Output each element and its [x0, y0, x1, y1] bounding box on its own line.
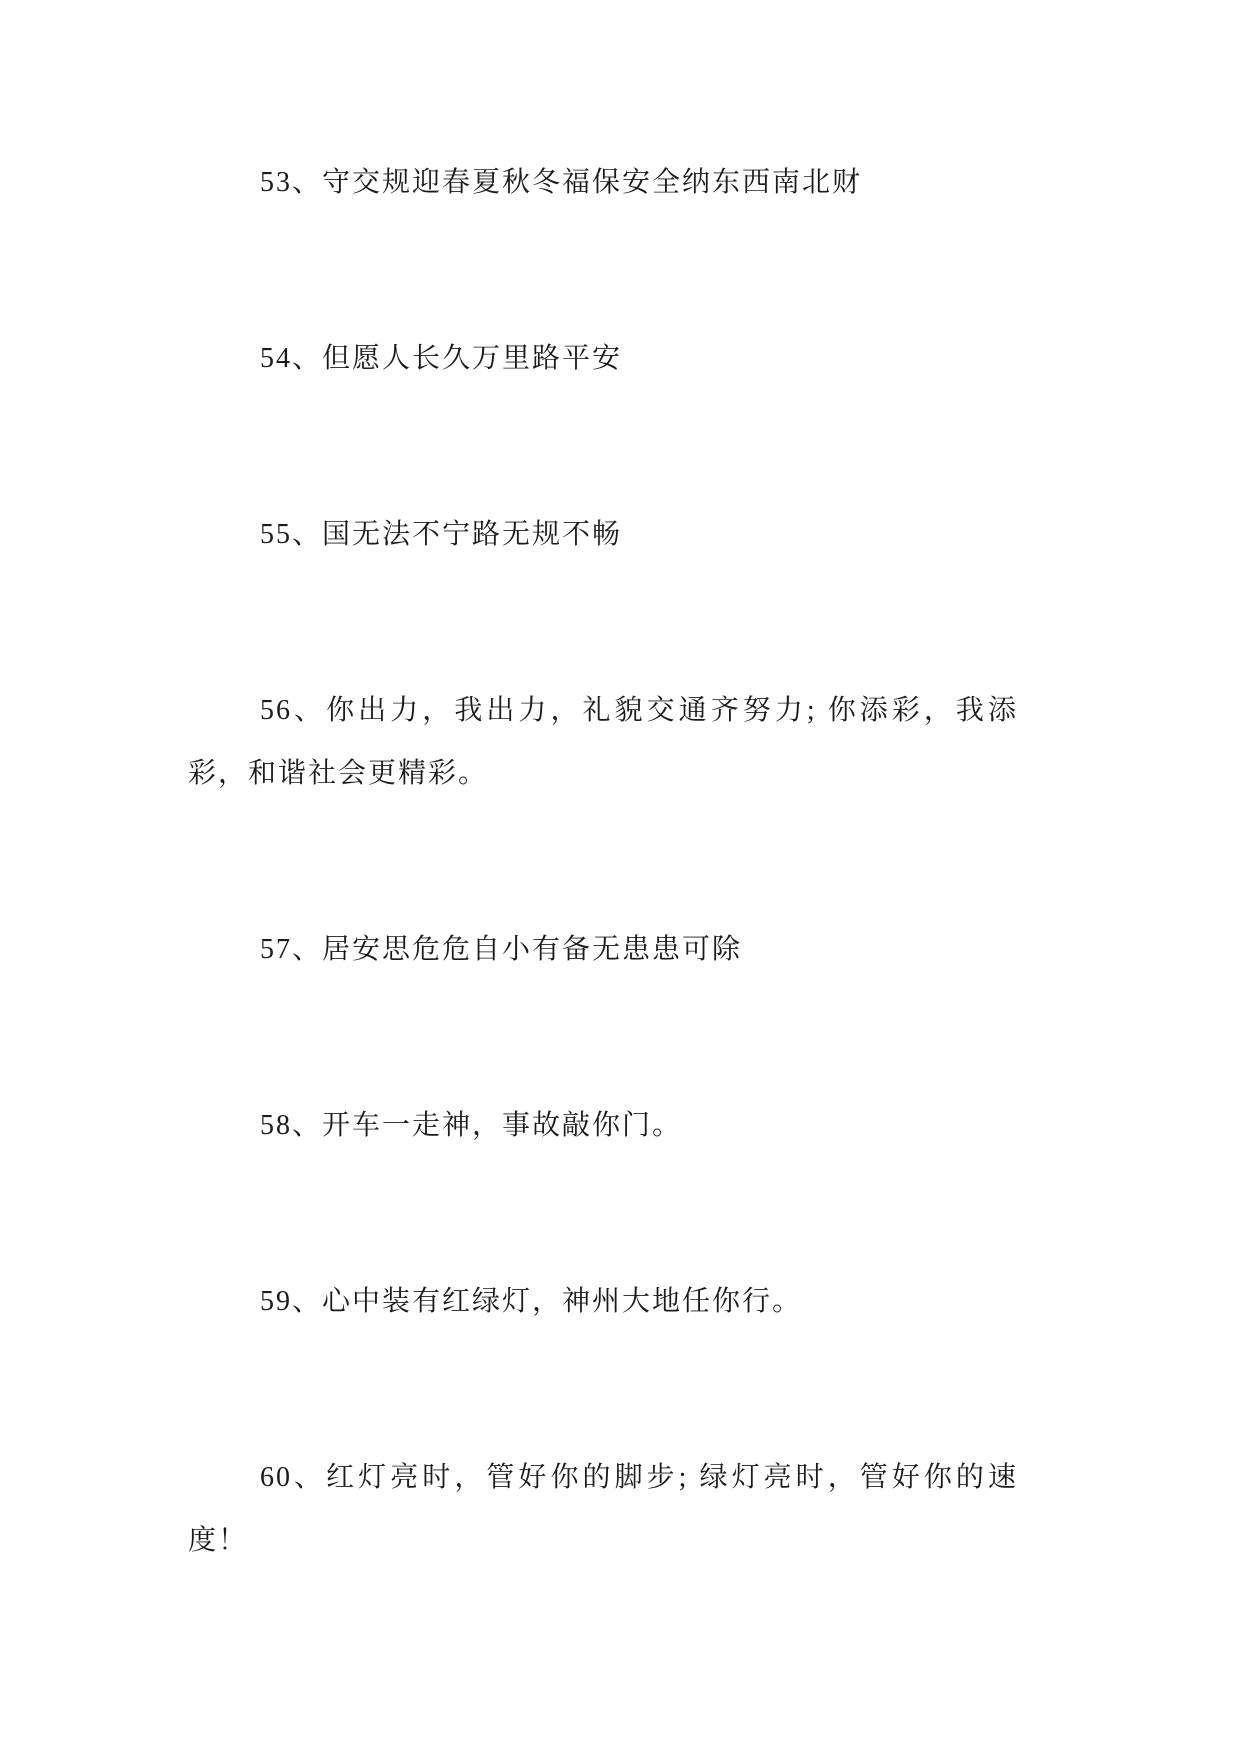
list-item: 57、居安思危危自小有备无患患可除: [260, 934, 743, 965]
list-item: 54、但愿人长久万里路平安: [260, 343, 623, 374]
list-item: 55、国无法不宁路无规不畅: [260, 519, 623, 550]
list-item: 53、守交规迎春夏秋冬福保安全纳东西南北财: [260, 167, 863, 198]
list-item: 59、心中装有红绿灯，神州大地任你行。: [260, 1286, 803, 1317]
list-item: 58、开车一走神，事故敲你门。: [260, 1110, 683, 1141]
document-body: [188, 151, 1018, 1572]
list-item: 56、你出力，我出力，礼貌交通齐努力; 你添彩，我添彩，和谐社会更精彩。: [188, 695, 1018, 789]
list-item: 60、红灯亮时，管好你的脚步; 绿灯亮时，管好你的速度！: [188, 1462, 1018, 1556]
